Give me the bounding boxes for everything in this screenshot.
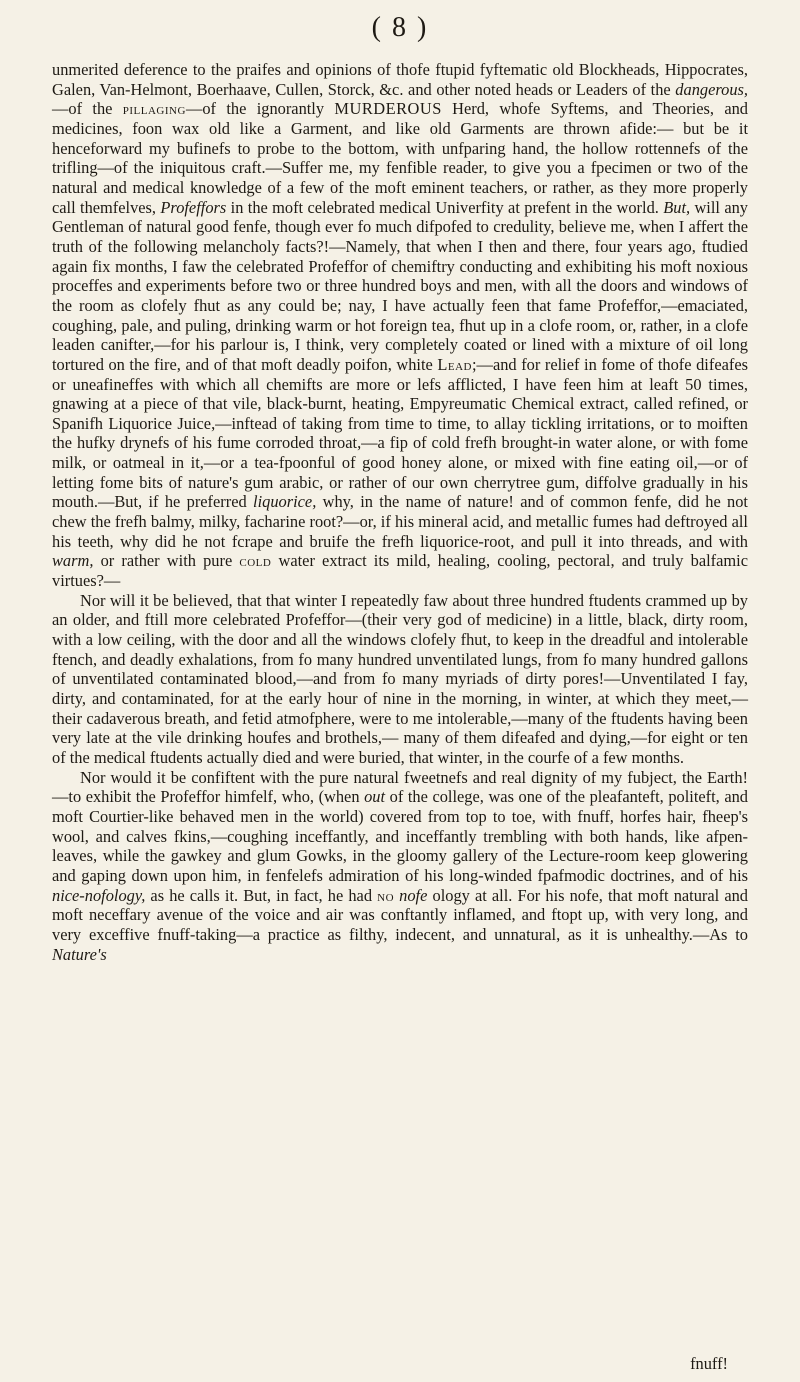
text-run: But,	[663, 197, 691, 217]
text-run: Nor would it be confiftent with the pure natural fweetnefs and real dignity of my fubject, the Earth!—to exhibit the Profeffor himfelf, who, (when	[52, 767, 748, 807]
text-run: —of the	[52, 99, 123, 119]
body-text	[52, 60, 748, 964]
text-run: pillaging	[122, 99, 186, 119]
text-run: no	[377, 885, 395, 905]
text-run: MURDEROUS	[334, 99, 442, 119]
text-run: dangerous,	[675, 79, 748, 99]
text-run: Nature's	[52, 944, 107, 964]
text-run: nofe	[399, 885, 428, 905]
text-run: Herd, whofe Syftems, and Theories, and medicines, foon wax old like a Garment, and like old Garments are thrown afide:— but be it henceforward my bufinefs to probe to the bottom, with unfparing hand, the hollow rottennefs of the trifling—of the iniquitous craft.—Suffer me, my fenfible reader, to give you a fpecimen or two of the natural and medical knowledge of a few of the moft eminent teachers, or rather, as they more properly call themfelves,	[52, 99, 749, 217]
text-run: Nor will it be believed, that that winter I repeatedly faw about three hundred ftudents crammed up by an older, and ftill more celebrated Profeffor—(their very god of medicine) in a little, black, dirty room, with a low ceiling, with the door and all the windows clofely fhut, to keep in the dreadful and intolerable ftench, and deadly exhalations, from fo many hundred unventilated lungs, from fo many hundred gallons of unventilated contaminated blood,—and from fo many myriads of dirty pores!—Unventilated I fay, dirty, and contaminated, for at the early hour of nine in the morning, in winter, at which they meet,— their cadaverous breath, and fetid atmofphere, were to me intolerable,—many of the ftudents having been very late at the vile drinking houfes and brothels,— many of them difeafed and dying,—for eight or ten of the medical ftudents actually died and were buried, that winter, in the courfe of a few months.	[52, 590, 748, 767]
text-run: in the moft celebrated medical Univerfity at prefent in the world.	[226, 197, 664, 217]
text-run: —of the ignorantly	[185, 99, 335, 119]
text-run: Lead	[437, 354, 472, 374]
text-run: cold	[239, 551, 272, 571]
text-run: liquorice,	[253, 492, 317, 512]
text-run: warm,	[52, 551, 94, 571]
text-run: Profeffors	[160, 197, 227, 217]
text-run: why, in the name of nature! and of common fenfe, did he not chew the frefh balmy, milky, facharine root?—or, if his mineral acid, and metallic fumes had deftroyed all his teeth, why did he not fcrape and bruife the frefh liquorice-root, and pull it into threads, and with	[52, 492, 748, 551]
paragraph-1	[52, 60, 748, 591]
text-run: will any Gentleman of natural good fenfe, though ever fo much difpofed to credulity, believe me, when I affert the truth of the following melancholy facts?!—Namely, that when I then and there, four years ago, ftudied again fix months, I faw the celebrated Profeffor of chemiftry conducting and exhibiting his moft noxious proceffes and experiments before two or three hundred boys and men, with all the doors and windows of the room as clofely fhut as any could be; nay, I have actually feen that fame Profeffor,—emaciated, coughing, pale, and puling, drinking warm or hot foreign tea, fhut up in a clofe room, or, rather, in a clofe leaden canifter,—for his parlour is, I think, very completely coated or lined with a mixture of oil long tortured on the fire, and of that moft deadly poifon, white	[52, 197, 748, 374]
catchword: fnuff!	[690, 1354, 728, 1373]
text-run: nice-nofology,	[52, 885, 146, 905]
text-run: ology at all. For his nofe, that moft natural and moft neceffary avenue of the voice and air was conftantly inflamed, and ftopt up, with very long, and very exceffive fnuff-taking—a practice as filthy, indecent, and unnatural, as it is unhealthy.—As to	[52, 885, 748, 944]
text-run: ;—and for relief in fome of thofe difeafes or uneafineffes with which all chemifts are more or lefs afflicted, I have feen him at leaft 50 times, gnawing at a piece of that vile, black-burnt, heating, Empyreumatic Chemical extract, called refined, or Spanifh Liquorice Juice,—inftead of taking from time to time, to allay tickling irritations, or to moiften the hufky drynefs of his fume corroded throat,—a fip of cold frefh brought-in water alone, or with fome milk, or oatmeal in it,—or a tea-fpoonful of good honey alone, or mixed with fine eating oil,—or of letting fome bits of nature's gum arabic, or rather of our own cherrytree gum, diffolve gradually in his mouth.—But, if he preferred	[52, 354, 748, 512]
text-run: of the college, was one of the pleafanteft, politeft, and moft Courtier-like behaved men in the world) covered from top to toe, with fnuff, horfes hair, fheep's wool, and calves fkins,—coughing inceffantly, and inceffantly trembling with both hands, like afpen-leaves, while the gawkey and glum Gowks, in the gloomy gallery of the Lecture-room keep glowering and gaping down upon him, in fenfelefs admiration of his long-winded fpafmodic doctrines, and of his	[52, 787, 748, 885]
paragraph-2	[52, 591, 748, 768]
text-run: or rather with pure	[93, 551, 240, 571]
text-run: unmerited deference to the praifes and opinions of thofe ftupid fyftematic old Blockheads, Hippocrates, Galen, Van-Helmont, Boerhaave, Cullen, Storck, &c. and other noted heads or Leaders of the	[52, 60, 748, 99]
text-run: as he calls it. But, in fact, he had	[145, 885, 378, 905]
text-run: out	[364, 787, 386, 807]
text-run: water extract its mild, healing, cooling, pectoral, and truly balfamic virtues?—	[52, 551, 748, 591]
paragraph-3	[52, 768, 748, 965]
page-number: ( 8 )	[371, 12, 429, 43]
